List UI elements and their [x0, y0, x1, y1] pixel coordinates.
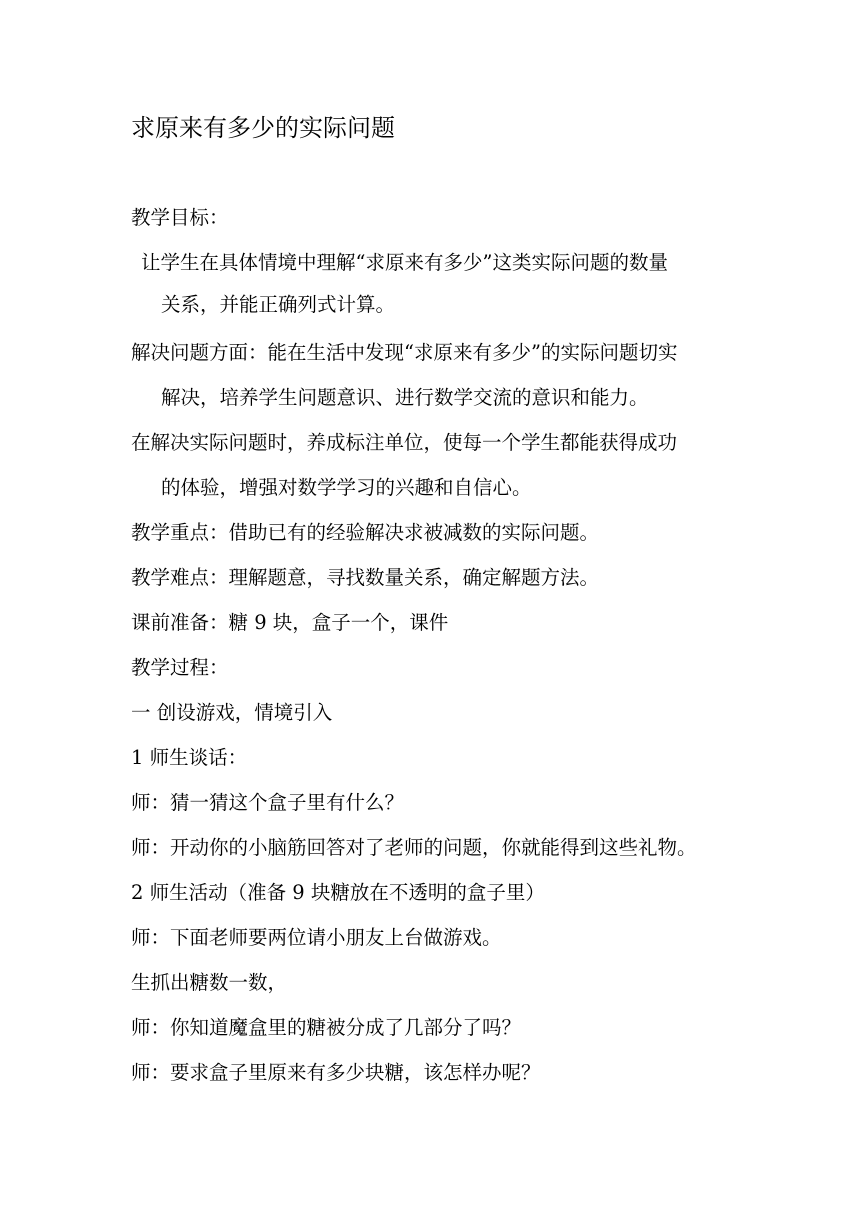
line-difficulty: 教学难点：理解题意，寻找数量关系，确定解题方法。: [131, 566, 600, 589]
line-step-1: 1 师生谈话：: [131, 746, 248, 769]
line-objective-1a: 让学生在具体情境中理解“求原来有多少”这类实际问题的数量: [141, 251, 668, 274]
line-objective-3b: 的体验，增强对数学学习的兴趣和自信心。: [161, 476, 532, 499]
line-objectives-heading: 教学目标：: [131, 206, 229, 229]
line-key-point: 教学重点：借助已有的经验解决求被减数的实际问题。: [131, 521, 600, 544]
line-preparation: 课前准备：糖 9 块，盒子一个，课件: [131, 611, 449, 634]
line-teacher-5: 师：要求盒子里原来有多少块糖，该怎样办呢？: [131, 1061, 541, 1084]
line-objective-2a: 解决问题方面：能在生活中发现“求原来有多少”的实际问题切实: [131, 341, 678, 364]
line-student-1: 生抓出糖数一数，: [131, 971, 288, 994]
line-objective-1b: 关系，并能正确列式计算。: [161, 293, 396, 316]
document-title: 求原来有多少的实际问题: [131, 114, 395, 142]
line-teacher-2: 师：开动你的小脑筋回答对了老师的问题，你就能得到这些礼物。: [131, 836, 697, 859]
line-teacher-1: 师：猜一猜这个盒子里有什么？: [131, 791, 405, 814]
line-process-heading: 教学过程：: [131, 656, 229, 679]
line-step-2: 2 师生活动（准备 9 块糖放在不透明的盒子里）: [131, 881, 545, 904]
line-objective-2b: 解决，培养学生问题意识、进行数学交流的意识和能力。: [161, 386, 649, 409]
line-teacher-4: 师：你知道魔盒里的糖被分成了几部分了吗？: [131, 1016, 522, 1039]
line-teacher-3: 师：下面老师要两位请小朋友上台做游戏。: [131, 926, 502, 949]
line-section-1: 一 创设游戏，情境引入: [131, 701, 333, 724]
line-objective-3a: 在解决实际问题时，养成标注单位，使每一个学生都能获得成功: [131, 431, 678, 454]
